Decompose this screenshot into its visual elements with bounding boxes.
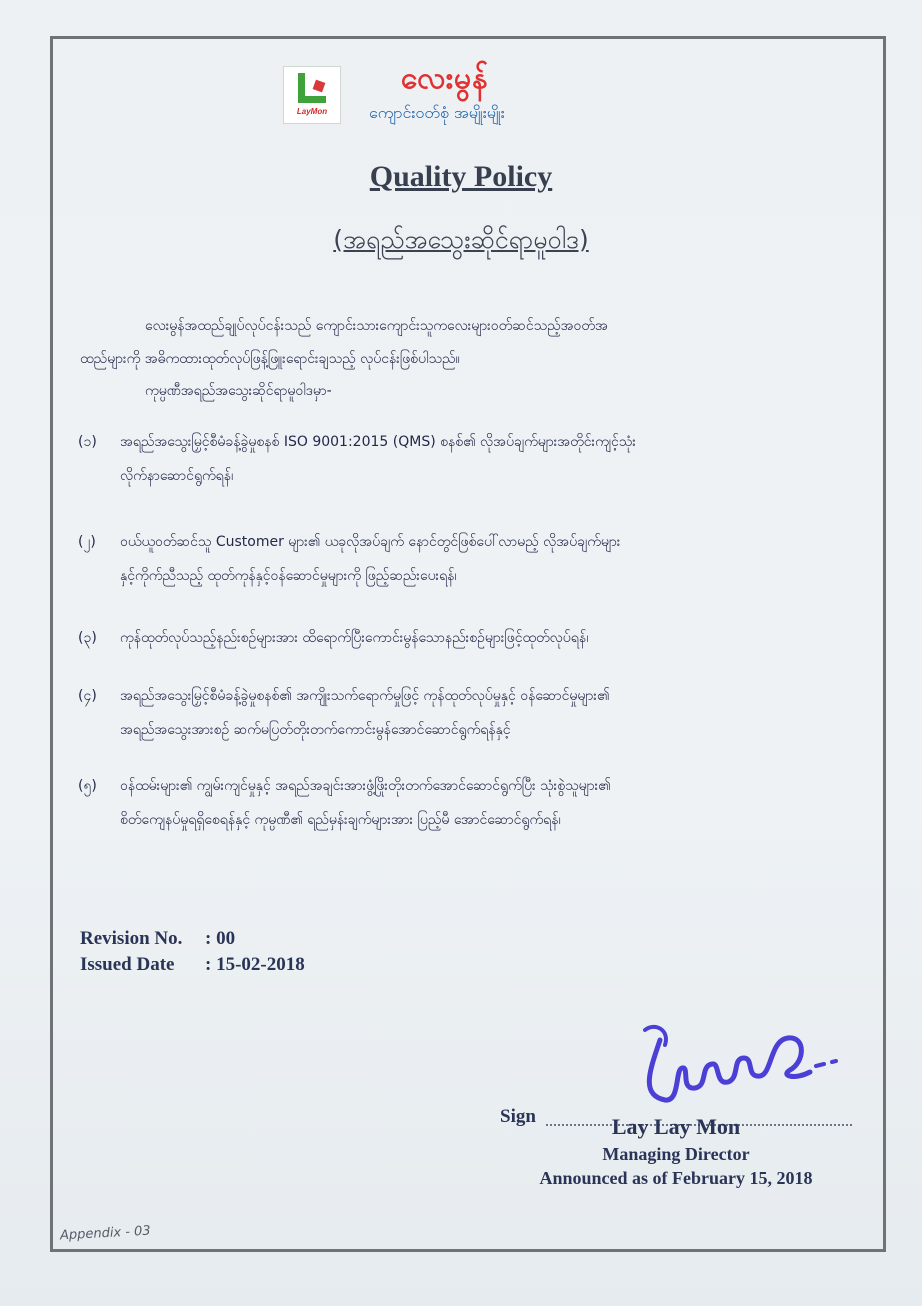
laymon-logo-icon bbox=[283, 66, 341, 124]
intro-line-2: ထည်များကို အဓိကထားထုတ်လုပ်ဖြန့်ဖြူးရောင်းချသည့် လုပ်ငန်းဖြစ်ပါသည်။ bbox=[80, 351, 460, 367]
item-number: (၅) bbox=[78, 778, 97, 794]
item-text: အရည်အသွေးမြှင့်စီမံခန့်ခွဲမှုစနစ်၏ အကျိုးသက်ရောက်မှုဖြင့် ကုန်ထုတ်လုပ်မှုနှင့် ဝန်ဆောင်မှုများ၏ bbox=[120, 688, 610, 704]
item-text: အရည်အသွေးအားစဉ် ဆက်မပြတ်တိုးတက်ကောင်းမွန်အောင်ဆောင်ရွက်ရန်နှင့် bbox=[120, 722, 511, 738]
item-text: ကုန်ထုတ်လုပ်သည့်နည်းစဉ်များအား ထိရောက်ပြီးကောင်းမွန်သောနည်းစဉ်များဖြင့်ထုတ်လုပ်ရန်၊ bbox=[120, 630, 589, 646]
document-subtitle: (အရည်အသွေးဆိုင်ရာမူဝါဒ) bbox=[333, 225, 589, 254]
item-text: အရည်အသွေးမြှင့်စီမံခန့်ခွဲမှုစနစ် ISO 9001:2015 (QMS) စနစ်၏ လိုအပ်ချက်များအတိုင်းကျင့်သုံး bbox=[120, 434, 636, 450]
brand-name: လေးမွန် bbox=[401, 61, 489, 96]
item-text: ဝယ်ယူဝတ်ဆင်သူ Customer များ၏ ယခုလိုအပ်ချက် နောင်တွင်ဖြစ်ပေါ်လာမည့် လိုအပ်ချက်များ bbox=[120, 534, 621, 550]
sign-label: Sign bbox=[500, 1106, 536, 1127]
intro-line-1: လေးမွန်အထည်ချုပ်လုပ်ငန်းသည် ကျောင်းသားကျောင်းသူကလေးများဝတ်ဆင်သည့်အဝတ်အ bbox=[145, 318, 608, 334]
item-number: (၂) bbox=[78, 534, 96, 550]
logo-caption: LayMon bbox=[296, 107, 328, 116]
company-logo bbox=[283, 58, 683, 138]
revision-value: : 00 bbox=[205, 928, 236, 949]
announcement-date: Announced as of February 15, 2018 bbox=[539, 1168, 813, 1188]
issued-value: : 15-02-2018 bbox=[205, 954, 305, 975]
appendix-note: Appendix - 03 bbox=[59, 1223, 152, 1244]
revision-label: Revision No. bbox=[80, 928, 183, 949]
item-text: နှင့်ကိုက်ညီသည့် ထုတ်ကုန်နှင့်ဝန်ဆောင်မှုများကို ဖြည့်ဆည်းပေးရန်၊ bbox=[120, 568, 457, 584]
signatory-role: Managing Director bbox=[602, 1144, 750, 1164]
item-text: ဝန်ထမ်းများ၏ ကျွမ်းကျင်မှုနှင့် အရည်အချင်းအားဖွံ့ဖြိုးတိုးတက်အောင်ဆောင်ရွက်ပြီး သုံးစွဲသူများ၏ bbox=[120, 778, 611, 794]
item-number: (၁) bbox=[78, 434, 97, 450]
item-number: (၃) bbox=[78, 630, 97, 646]
revision-number bbox=[80, 928, 235, 950]
item-number: (၄) bbox=[78, 688, 97, 704]
brand-subtitle: ကျောင်းဝတ်စုံ အမျိုးမျိုး bbox=[369, 103, 505, 122]
item-text: လိုက်နာဆောင်ရွက်ရန်၊ bbox=[120, 468, 234, 484]
document-title: Quality Policy bbox=[369, 160, 553, 193]
signatory-name: Lay Lay Mon bbox=[611, 1114, 741, 1139]
item-text: စိတ်ကျေနပ်မှုရရှိစေရန်နှင့် ကုမ္ပဏီ၏ ရည်မှန်းချက်များအား ပြည့်မီ အောင်ဆောင်ရွက်ရန်၊ bbox=[120, 812, 561, 828]
issued-date bbox=[80, 954, 305, 976]
handwritten-signature bbox=[620, 1000, 850, 1120]
intro-line-3: ကုမ္ပဏီအရည်အသွေးဆိုင်ရာမူဝါဒမှာ- bbox=[145, 383, 332, 399]
issued-label: Issued Date bbox=[80, 954, 175, 975]
